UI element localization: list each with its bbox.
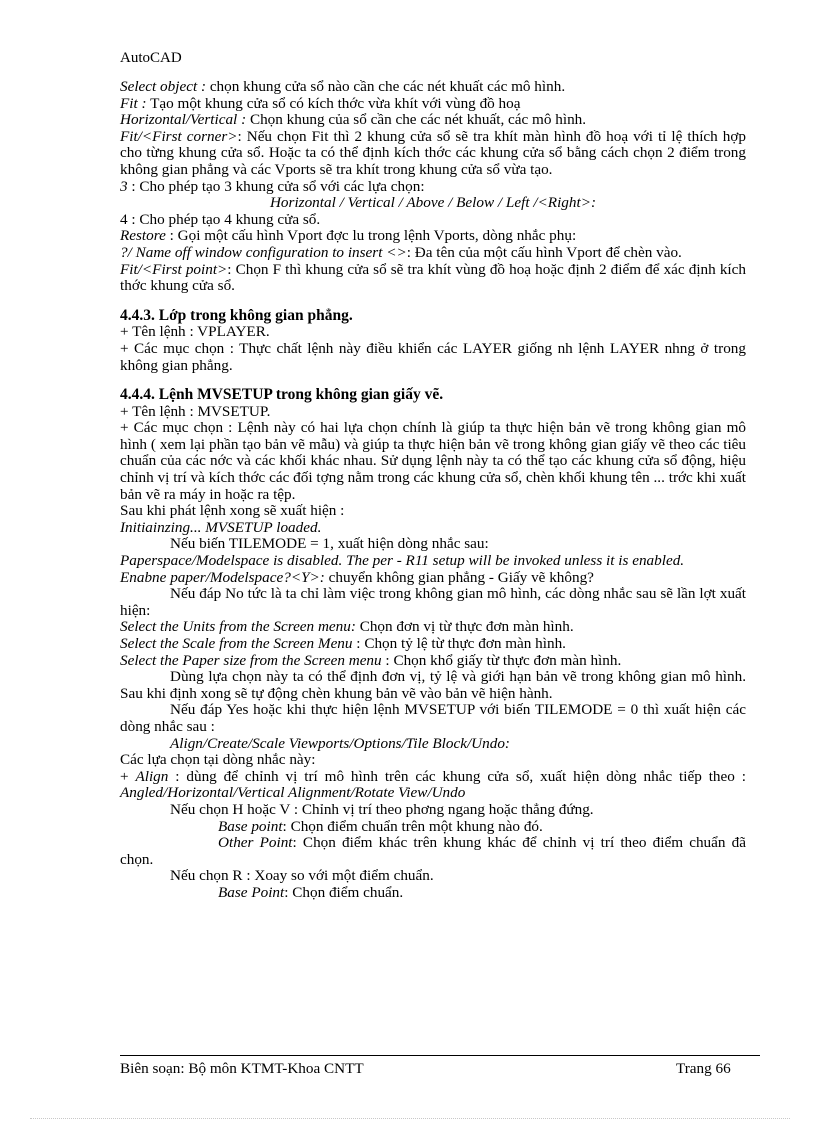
- page-edge-divider: [30, 1118, 790, 1119]
- footer-divider: [120, 1055, 760, 1056]
- paragraph: Enabne paper/Modelspace?<Y>: chuyển không gian phẳng - Giấy vẽ không?: [120, 568, 594, 586]
- paragraph: Sau khi phát lệnh xong sẽ xuất hiện :: [120, 502, 345, 520]
- paragraph: Nếu biến TILEMODE = 1, xuất hiện dòng nhắc sau:: [170, 535, 489, 553]
- paragraph: 4 : Cho phép tạo 4 khung cửa sổ.: [120, 210, 321, 228]
- paragraph: Base Point: Chọn điểm chuẩn.: [218, 883, 404, 901]
- prompt-line: Align/Create/Scale Viewports/Options/Tile Block/Undo:: [170, 734, 510, 752]
- running-header: AutoCAD: [120, 50, 182, 66]
- option-list: Horizontal / Vertical / Above / Below / Left /<Right>:: [269, 194, 597, 212]
- paragraph: + Tên lệnh : VPLAYER.: [120, 323, 270, 341]
- paragraph: Các lựa chọn tại dòng nhắc này:: [120, 751, 316, 769]
- paragraph: Dùng lựa chọn này ta có thể định đơn vị, tỷ lệ và giới hạn bản vẽ trong không gian mô hình. Sau khi định xong sẽ tự động chèn khung bản vẽ vào bản vẽ hiện hành.: [120, 668, 746, 702]
- paragraph: Select object : chọn khung cửa sổ nào cần che các nét khuất các mô hình.: [120, 78, 566, 95]
- paragraph: Horizontal/Vertical : Chọn khung của sổ cần che các nét khuất, các mô hình.: [120, 111, 587, 129]
- paragraph: 3 : Cho phép tạo 3 khung cửa sổ với các lựa chọn:: [120, 177, 425, 195]
- paragraph: + Các mục chọn : Lệnh này có hai lựa chọn chính là giúp ta thực hiện bản vẽ trong không gian mô hình ( xem lại phần tạo bản vẽ mẫu) và giúp ta thực hiện bản vẽ trong không gian giấy vẽ theo các tiêu chuẩn của các nớc và các khối khác nhau. Sử dụng lệnh này ta có thể tạo các khung cửa sổ động, hiệu chỉnh vị trí và kích thớc các đối tợng nằm trong các khung cửa sổ, chèn khối khung tên ... trớc khi xuất bản vẽ ra máy in hoặc ra tệp.: [120, 419, 746, 503]
- paragraph: Nếu chọn H hoặc V : Chỉnh vị trí theo phơng ngang hoặc thẳng đứng.: [170, 800, 594, 818]
- paragraph: Restore : Gọi một cấu hình Vport đợc lu trong lệnh Vports, dòng nhắc phụ:: [120, 227, 577, 245]
- page-number: Trang 66: [676, 1060, 731, 1077]
- paragraph: + Các mục chọn : Thực chất lệnh này điều khiển các LAYER giống nh lệnh LAYER nhng ở trong không gian phẳng.: [120, 339, 746, 374]
- paragraph: + Align : dùng để chỉnh vị trí mô hình trên các khung cửa sổ, xuất hiện dòng nhắc tiếp theo : Angled/Horizontal/Vertical Alignment/Rotate View/Undo: [120, 767, 746, 802]
- paragraph: ?/ Name off window configuration to insert <>: Đa tên của một cấu hình Vport để chèn vào.: [120, 243, 682, 261]
- paragraph: Nếu đáp Yes hoặc khi thực hiện lệnh MVSETUP với biến TILEMODE = 0 thì xuất hiện các dòng nhắc sau :: [120, 701, 746, 735]
- paragraph: Select the Paper size from the Screen menu : Chọn khổ giấy từ thực đơn màn hình.: [120, 651, 622, 669]
- prompt-line: Paperspace/Modelspace is disabled. The per - R11 setup will be invoked unless it is enabled.: [120, 552, 685, 570]
- paragraph: Select the Scale from the Screen Menu : Chọn tỷ lệ từ thực đơn màn hình.: [120, 635, 566, 652]
- page-body: [120, 79, 746, 902]
- paragraph: + Tên lệnh : MVSETUP.: [120, 402, 271, 420]
- paragraph: Select the Units from the Screen menu: Chọn đơn vị từ thực đơn màn hình.: [120, 618, 574, 636]
- section-heading: 4.4.4. Lệnh MVSETUP trong không gian giấy vẽ.: [120, 386, 444, 404]
- section-heading: 4.4.3. Lớp trong không gian phẳng.: [120, 306, 353, 324]
- paragraph: Fit : Tạo một khung cửa sổ có kích thớc vừa khít với vùng đồ hoạ: [120, 94, 521, 112]
- prompt-line: Initiainzing... MVSETUP loaded.: [120, 518, 322, 536]
- footer-author: Biên soạn: Bộ môn KTMT-Khoa CNTT: [120, 1060, 364, 1077]
- paragraph: Other Point: Chọn điểm khác trên khung khác để chỉnh vị trí theo điểm chuẩn đã chọn.: [120, 834, 747, 868]
- paragraph: Nếu chọn R : Xoay so với một điểm chuẩn.: [170, 867, 434, 885]
- paragraph: Nếu đáp No tức là ta chỉ làm việc trong không gian mô hình, các dòng nhắc sau sẽ lần lợt xuất hiện:: [120, 585, 746, 619]
- paragraph: Fit/<First point>: Chọn F thì khung cửa sổ sẽ tra khít vùng đồ hoạ hoặc định 2 điểm để xác định kích thớc khung cửa sổ.: [120, 260, 746, 295]
- paragraph: Fit/<First corner>: Nếu chọn Fit thì 2 khung cửa sổ sẽ tra khít màn hình đồ hoạ với tỉ lệ thích hợp cho từng khung cửa sổ. Hoặc ta có thể định kích thớc các khung cửa sổ bằng cách chọn 2 điểm trong không gian phẳng và các Vports sẽ tra khít trong khung cửa sổ vừa tạo.: [120, 127, 746, 178]
- paragraph: Base point: Chọn điểm chuẩn trên một khung nào đó.: [218, 817, 543, 835]
